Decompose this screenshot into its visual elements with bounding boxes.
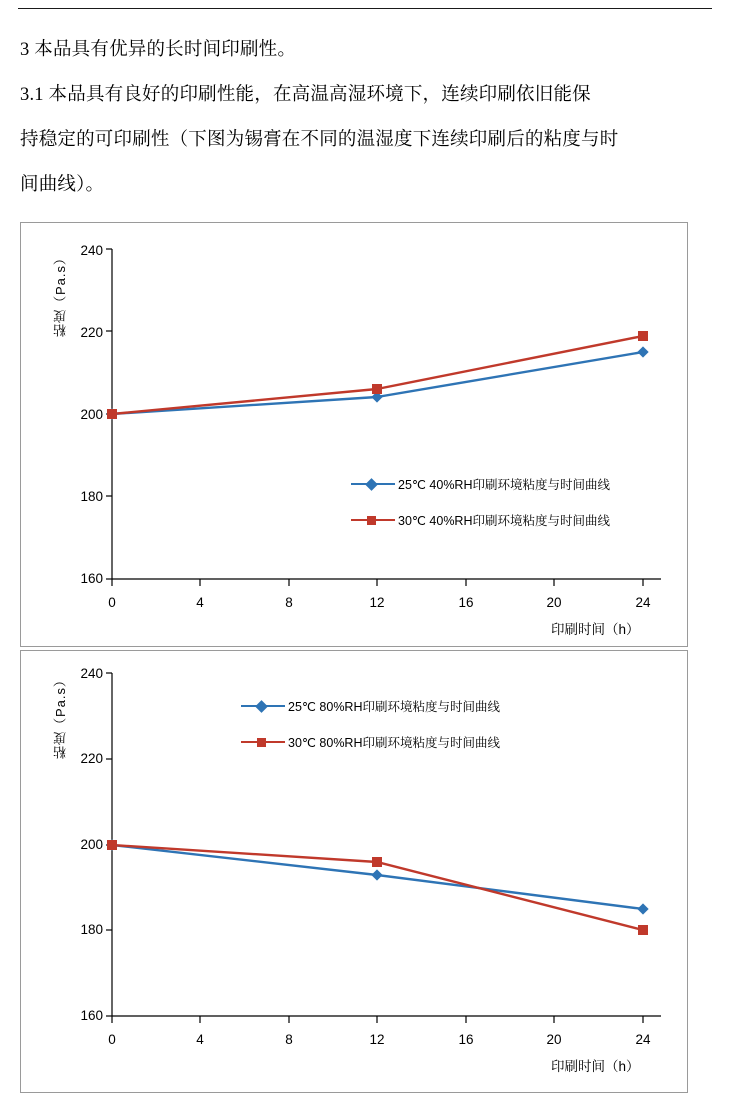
body-text [20, 28, 710, 208]
header-rule [18, 8, 712, 9]
chart-40rh-xtick-16: 16 [458, 595, 474, 610]
chart-80rh-x-axis-title: 印刷时间（h） [551, 1059, 640, 1074]
paragraph-4: 间曲线）。 [20, 175, 105, 195]
chart-40rh-legend-label-1: 25℃ 40%RH印刷环境粘度与时间曲线 [398, 478, 610, 492]
chart-40rh-y-axis-title: 粘度（Pa.s） [53, 251, 68, 338]
legend-symbol-line-square-icon [241, 736, 285, 748]
chart-40rh-plot-area [21, 223, 687, 646]
chart-80rh-xtick-24: 24 [635, 1032, 651, 1047]
chart-40rh-xtick-20: 20 [546, 595, 562, 610]
chart-80rh-xtick-8: 8 [285, 1032, 293, 1047]
chart-40rh-svg [21, 223, 689, 646]
chart-40rh-ytick-180: 180 [80, 489, 103, 504]
chart-40rh-xtick-12: 12 [369, 595, 385, 610]
chart-80rh-ytick-220: 220 [80, 751, 103, 766]
paragraph-1: 3 本品具有优异的长时间印刷性。 [20, 40, 297, 60]
chart-40rh-xtick-0: 0 [108, 595, 116, 610]
chart-80rh-legend-label-2: 30℃ 80%RH印刷环境粘度与时间曲线 [288, 736, 500, 750]
legend-symbol-line-diamond-icon [241, 700, 285, 712]
chart-80rh-xtick-20: 20 [546, 1032, 562, 1047]
chart-80rh-xtick-16: 16 [458, 1032, 474, 1047]
chart-40rh-ytick-160: 160 [80, 571, 103, 586]
paragraph-3: 持稳定的可印刷性（下图为锡膏在不同的温湿度下连续印刷后的粘度与时 [20, 130, 619, 150]
chart-40rh-legend-item-2 [351, 511, 610, 529]
chart-40rh-xtick-4: 4 [196, 595, 204, 610]
chart-40rh-xtick-8: 8 [285, 595, 293, 610]
chart-80rh-plot-area [21, 651, 687, 1092]
chart-40rh-xtick-24: 24 [635, 595, 651, 610]
chart-80rh-ytick-160: 160 [80, 1008, 103, 1023]
chart-40rh-ytick-220: 220 [80, 325, 103, 340]
paragraph-2: 3.1 本品具有良好的印刷性能，在高温高湿环境下，连续印刷依旧能保 [20, 85, 591, 105]
chart-80rh-ytick-180: 180 [80, 922, 103, 937]
chart-40rh-ytick-240: 240 [80, 243, 103, 258]
chart-40rh-x-axis-title: 印刷时间（h） [551, 622, 640, 637]
chart-80rh-xtick-4: 4 [196, 1032, 204, 1047]
legend-symbol-line-diamond-icon [351, 478, 395, 490]
legend-symbol-line-square-icon [351, 514, 395, 526]
chart-40rh-legend-item-1 [351, 475, 610, 493]
chart-80rh-ytick-240: 240 [80, 666, 103, 681]
chart-80rh-ytick-200: 200 [80, 837, 103, 852]
chart-80rh-legend-item-2 [241, 733, 500, 751]
chart-80rh-y-axis-title: 粘度（Pa.s） [53, 673, 68, 760]
chart-40rh-legend-label-2: 30℃ 40%RH印刷环境粘度与时间曲线 [398, 514, 610, 528]
chart-40rh [20, 222, 688, 647]
chart-40rh-ytick-200: 200 [80, 407, 103, 422]
chart-80rh [20, 650, 688, 1093]
chart-80rh-legend-item-1 [241, 697, 500, 715]
chart-80rh-svg [21, 651, 689, 1092]
chart-80rh-xtick-12: 12 [369, 1032, 385, 1047]
chart-80rh-legend-label-1: 25℃ 80%RH印刷环境粘度与时间曲线 [288, 700, 500, 714]
chart-80rh-xtick-0: 0 [108, 1032, 116, 1047]
